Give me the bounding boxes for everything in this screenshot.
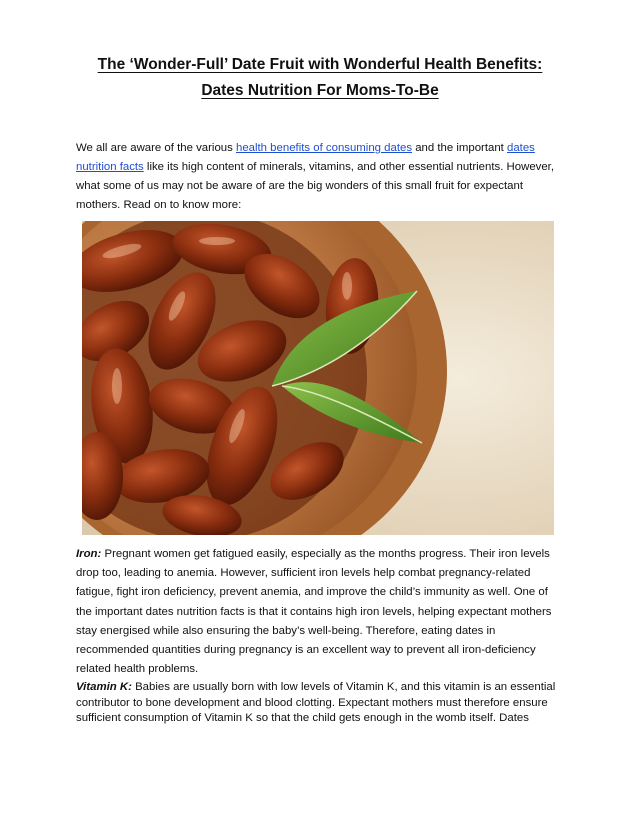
intro-text-2: and the important: [412, 142, 508, 154]
dates-bowl-illustration: [82, 221, 554, 535]
iron-heading: Iron:: [76, 548, 102, 560]
iron-body: Pregnant women get fatigued easily, especially as the months progress. Their iron levels drop too, leading to anemia. However, sufficient iron levels help combat pregnancy-related fatigue, fight iron deficiency, prevent anemia, and improve the child’s immunity as well. One of the important dates nutrition facts is that it contains high iron levels, helping expectant mothers stay energised while also ensuring the baby’s well-being. Therefore, eating dates in recommended quantities during pregnancy is an excellent way to prevent all iron-deficiency related health problems.: [76, 548, 552, 676]
dates-bowl-image: [82, 221, 554, 535]
vitamin-k-body: Babies are usually born with low levels of Vitamin K, and this vitamin is an essential contributor to bone development and blood clotting. Expectant mothers must therefore ensure sufficient consumption of Vitamin K so that the child gets enough in the womb itself. Dates: [76, 681, 556, 725]
vitamin-k-heading: Vitamin K:: [76, 681, 132, 693]
iron-paragraph: [76, 545, 562, 679]
health-benefits-link[interactable]: health benefits of consuming dates: [235, 142, 413, 154]
vitamin-k-paragraph: [76, 680, 562, 727]
intro-text-3: like its high content of minerals, vitamins, and other essential nutrients. However, what some of us may not be aware of are the big wonders of this small fruit for expectant mothers. Read on to know more:: [76, 161, 555, 211]
dates-nutrition-facts-link[interactable]: dates nutrition facts: [76, 142, 535, 173]
intro-text-1: We all are aware of the various: [76, 142, 236, 154]
page-title: [60, 52, 580, 104]
intro-paragraph: [76, 139, 556, 215]
title-line-1: The ‘Wonder-Full’ Date Fruit with Wonderful Health Benefits:: [97, 56, 543, 73]
title-line-2: Dates Nutrition For Moms-To-Be: [201, 82, 439, 99]
